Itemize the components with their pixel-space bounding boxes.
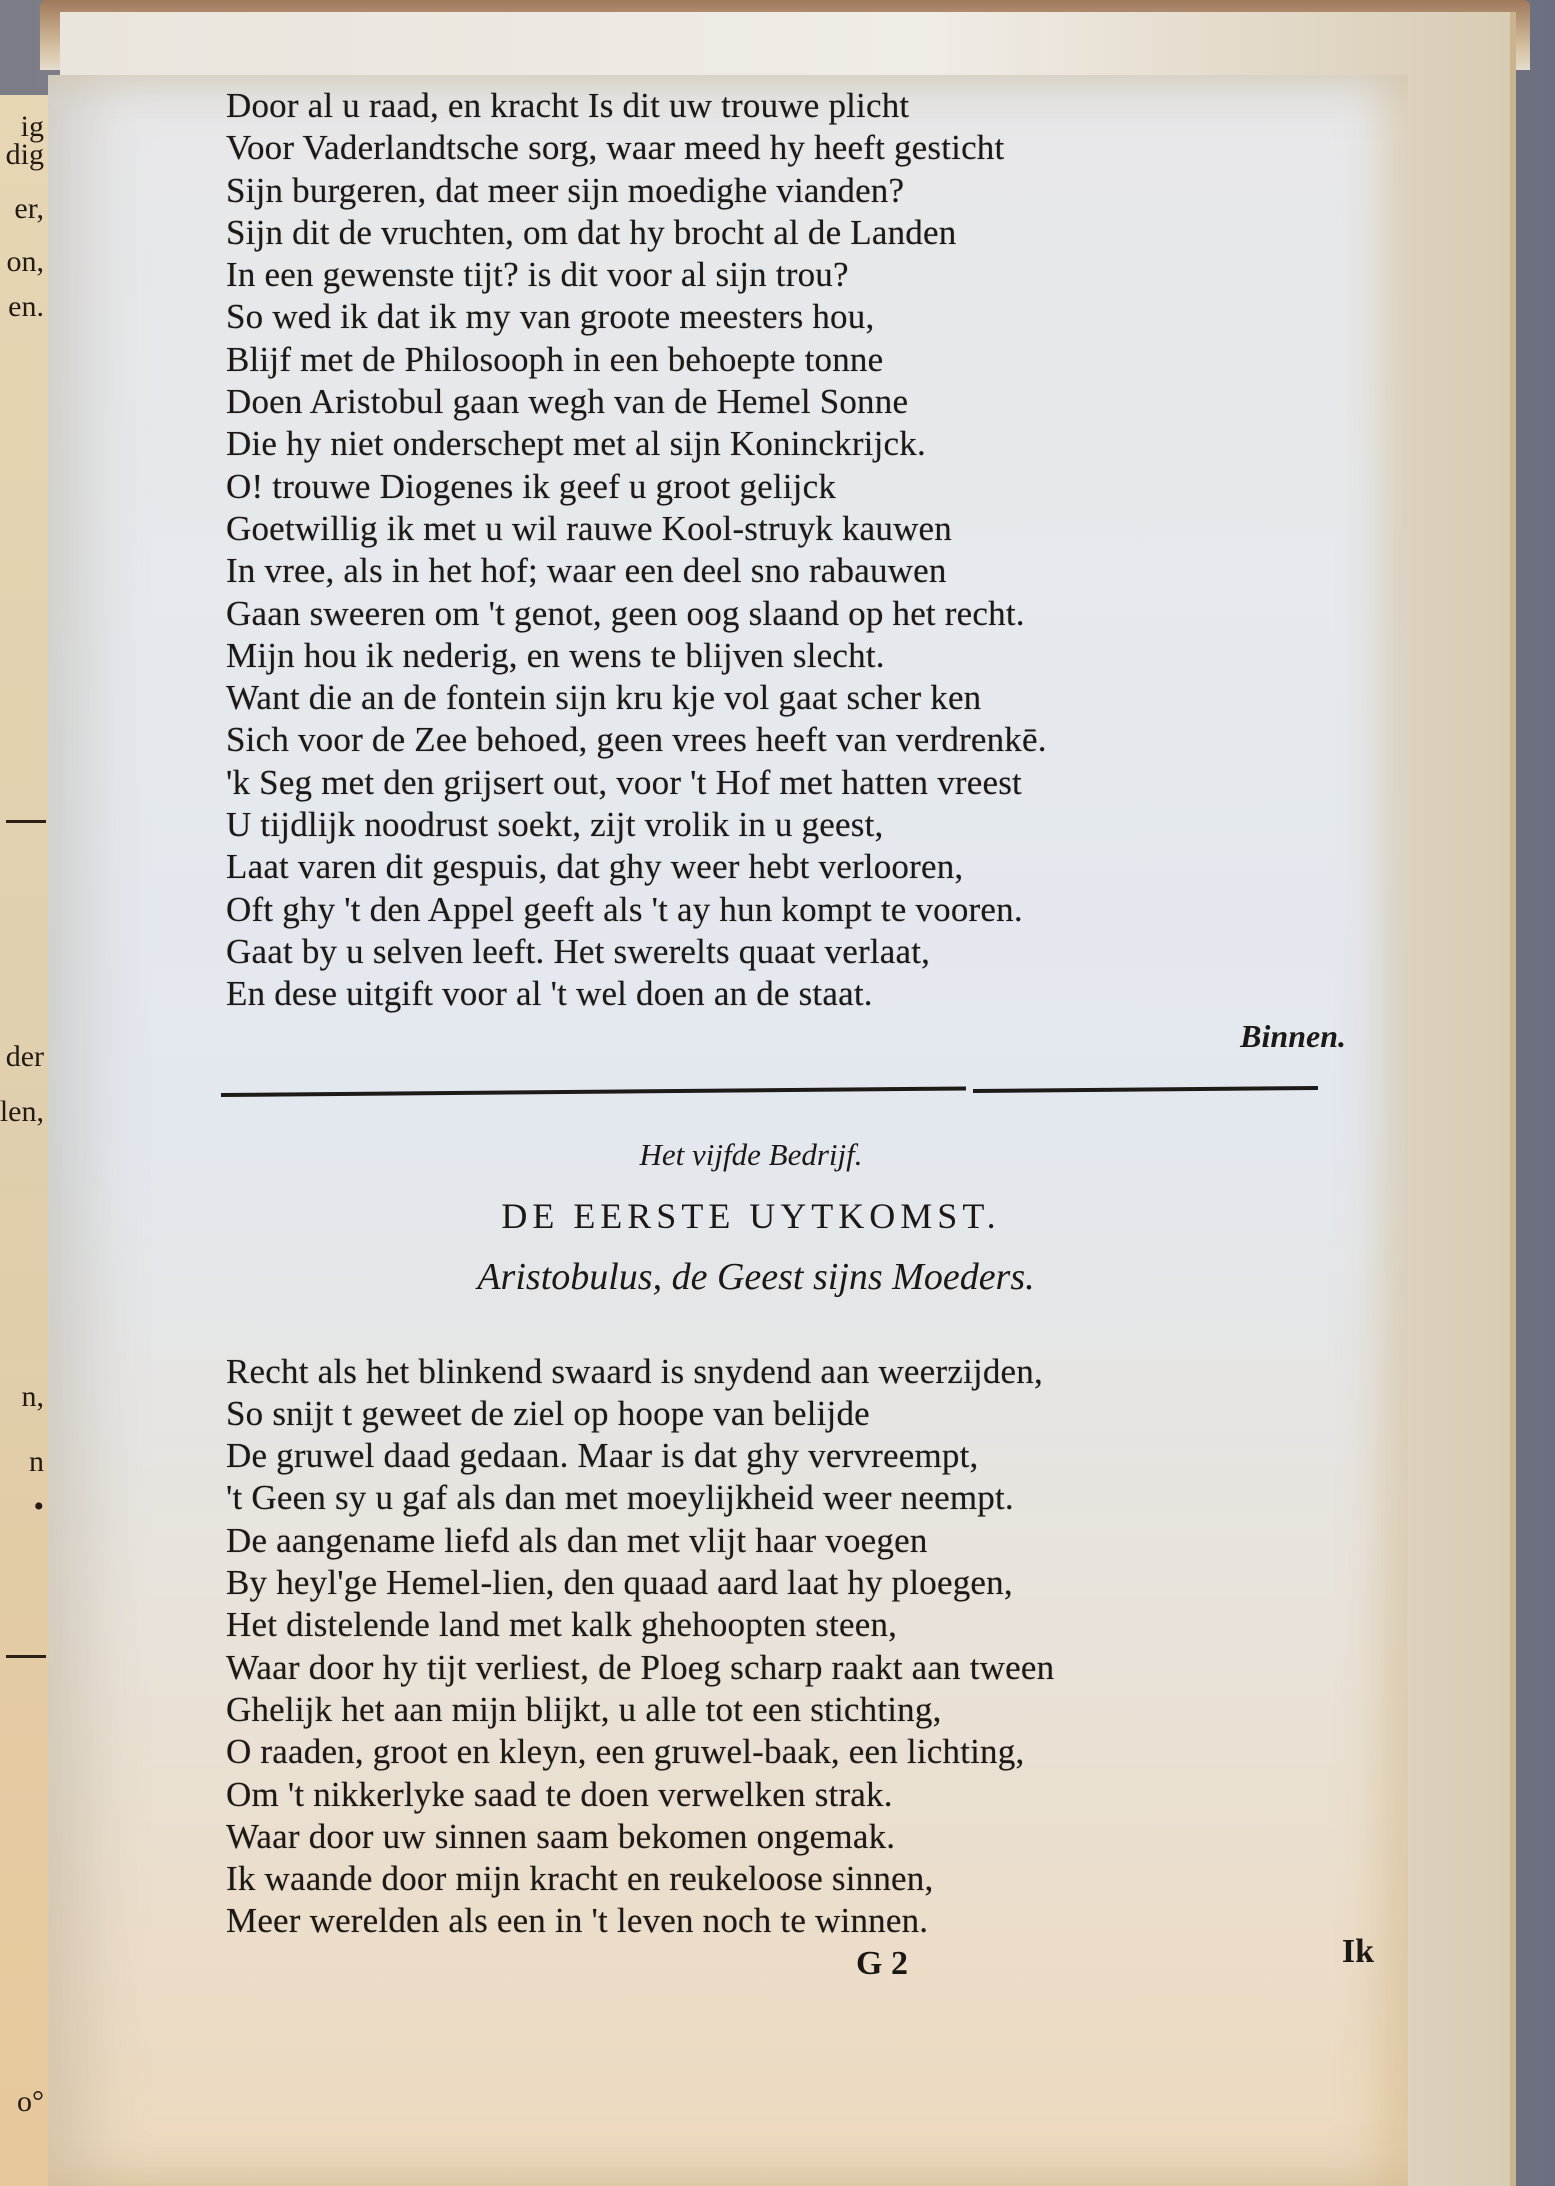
verse-line: Want die an de fontein sijn kru kje vol gaat scher ken [226, 678, 982, 718]
verse-line: 'k Seg met den grijsert out, voor 't Hof met hatten vreest [226, 762, 1022, 802]
verse-line: Waar door hy tijt verliest, de Ploeg scharp raakt aan tween [226, 1647, 1055, 1687]
verse-line: In een gewenste tijt? is dit voor al sijn trou? [226, 255, 849, 295]
characters-line: Aristobulus, de Geest sijns Moeders. [477, 1255, 1035, 1298]
page-footer [226, 1932, 1374, 1993]
verse-line: Mijn hou ik nederig, en wens te blijven slecht. [226, 635, 885, 675]
verse-line: Recht als het blinkend swaard is snydend aan weerzijden, [226, 1351, 1043, 1391]
left-page-text-fragment: der [5, 1040, 44, 1073]
verse-line: Goetwillig ik met u wil rauwe Kool-struyk kauwen [226, 508, 952, 548]
left-page-text-fragment: dig [5, 138, 44, 171]
left-page-rule [6, 1655, 46, 1658]
verse-line: So wed ik dat ik my van groote meesters hou, [226, 297, 875, 337]
section-divider-rule [221, 1085, 1331, 1097]
page-text-block [226, 85, 1374, 1993]
left-page-text-fragment: en. [8, 290, 44, 323]
verse-block-top [226, 85, 1366, 1016]
left-page-text-fragment: er, [14, 192, 44, 225]
left-page-text-fragment: o° [17, 2085, 44, 2118]
verse-line: Voor Vaderlandtsche sorg, waar meed hy heeft gesticht [226, 128, 1005, 168]
verse-line: Ghelijk het aan mijn blijkt, u alle tot een stichting, [226, 1689, 942, 1729]
verse-line: U tijdlijk noodrust soekt, zijt vrolik in u geest, [226, 805, 884, 845]
left-page-rule [6, 820, 46, 823]
left-page-text-fragment: ig [20, 110, 44, 143]
left-facing-page [0, 95, 51, 2186]
divider-rule-right [973, 1086, 1318, 1093]
left-page-text-fragment: n [29, 1445, 44, 1478]
scene-heading: DE EERSTE UYTKOMST. [501, 1195, 1001, 1236]
verse-line: Blijf met de Philosooph in een behoepte tonne [226, 339, 884, 379]
verse-line: Om 't nikkerlyke saad te doen verwelken strak. [226, 1774, 893, 1814]
left-page-text-fragment: n, [21, 1380, 44, 1413]
book-page [48, 75, 1408, 2186]
verse-line: Oft ghy 't den Appel geeft als 't ay hun kompt te vooren. [226, 889, 1023, 929]
act-heading: Het vijfde Bedrijf. [639, 1136, 863, 1172]
verse-line: Het distelende land met kalk ghehoopten steen, [226, 1605, 898, 1645]
stage-direction-exit: Binnen. [1240, 1017, 1346, 1054]
left-page-text-fragment: • [33, 1490, 44, 1523]
verse-line: So snijt t geweet de ziel op hoope van belijde [226, 1393, 870, 1433]
verse-line: By heyl'ge Hemel-lien, den quaad aard laat hy ploegen, [226, 1563, 1013, 1603]
verse-line: 't Geen sy u gaf als dan met moeylijkheid weer neempt. [226, 1478, 1014, 1518]
verse-line: O raaden, groot en kleyn, een gruwel-baak, een lichting, [226, 1732, 1025, 1772]
verse-line: In vree, als in het hof; waar een deel sno rabauwen [226, 551, 947, 591]
left-page-text-fragment: on, [6, 245, 44, 278]
verse-line: Doen Aristobul gaan wegh van de Hemel Sonne [226, 382, 909, 422]
divider-rule-left [221, 1086, 966, 1097]
verse-line: De gruwel daad gedaan. Maar is dat ghy vervreempt, [226, 1436, 979, 1476]
verse-line: Sijn burgeren, dat meer sijn moedighe vianden? [226, 170, 905, 210]
verse-line: Ik waande door mijn kracht en reukeloose sinnen, [226, 1859, 934, 1899]
verse-line: De aangename liefd als dan met vlijt haar voegen [226, 1520, 928, 1560]
verse-line: Gaat by u selven leeft. Het swerelts quaat verlaat, [226, 931, 931, 971]
verse-line: Gaan sweeren om 't genot, geen oog slaand op het recht. [226, 593, 1025, 633]
verse-line: Sijn dit de vruchten, om dat hy brocht al de Landen [226, 212, 957, 252]
signature-mark: G 2 [856, 1944, 908, 1982]
left-page-text-fragment: len, [0, 1095, 44, 1128]
verse-line: O! trouwe Diogenes ik geef u groot gelijck [226, 466, 837, 506]
verse-line: Meer werelden als een in 't leven noch te winnen. [226, 1901, 929, 1941]
verse-line: Laat varen dit gespuis, dat ghy weer hebt verlooren, [226, 847, 964, 887]
verse-block-bottom [226, 1351, 1366, 1943]
verse-line: Sich voor de Zee behoed, geen vrees heeft van verdrenkē. [226, 720, 1047, 760]
verse-line: En dese uitgift voor al 't wel doen an de staat. [226, 974, 873, 1014]
verse-line: Waar door uw sinnen saam bekomen ongemak. [226, 1816, 896, 1856]
catchword: Ik [1341, 1932, 1374, 1970]
verse-line: Door al u raad, en kracht Is dit uw trouwe plicht [226, 86, 910, 125]
verse-line: Die hy niet onderschept met al sijn Koninckrijck. [226, 424, 926, 464]
